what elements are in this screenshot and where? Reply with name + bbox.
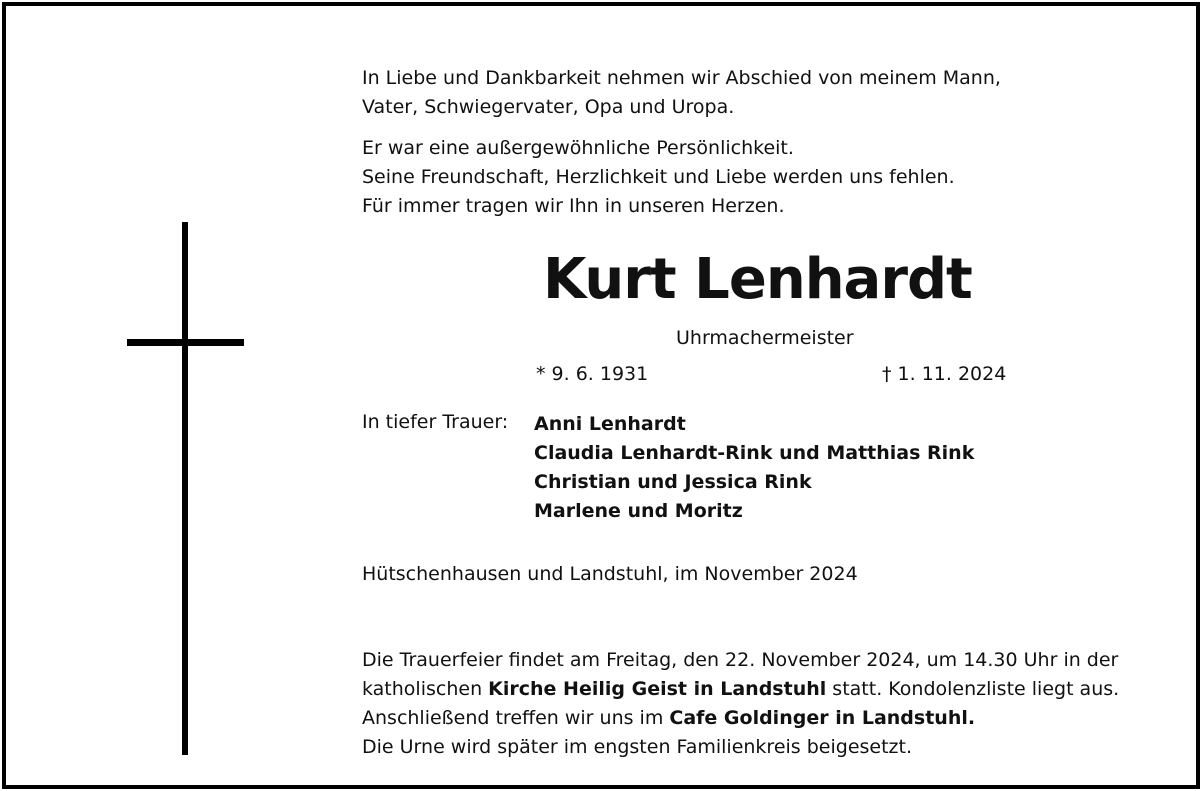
cafe-location: Cafe Goldinger in Landstuhl. <box>669 707 976 729</box>
service-line-4: Die Urne wird später im engsten Familienkreis beigesetzt. <box>362 736 913 758</box>
tribute-line-1: Er war eine außergewöhnliche Persönlichkeit. <box>362 137 794 159</box>
deceased-name: Kurt Lenhardt <box>543 247 972 312</box>
service-line-2-post: statt. Kondolenzliste liegt aus. <box>826 678 1120 700</box>
service-line-3-pre: Anschließend treffen wir uns im <box>362 707 670 729</box>
service-line-3 <box>362 704 1119 733</box>
mourner-name: Marlene und Moritz <box>534 500 743 522</box>
tribute-line-3: Für immer tragen wir Ihn in unseren Herzen. <box>362 195 785 217</box>
church-location: Kirche Heilig Geist in Landstuhl <box>488 678 827 700</box>
death-date: † 1. 11. 2024 <box>882 363 1007 385</box>
service-line-1: Die Trauerfeier findet am Freitag, den 22. November 2024, um 14.30 Uhr in der <box>362 649 1119 671</box>
tribute-line-2: Seine Freundschaft, Herzlichkeit und Liebe werden uns fehlen. <box>362 166 955 188</box>
intro-text <box>362 64 1001 122</box>
service-line-2-pre: katholischen <box>362 678 489 700</box>
mourners-list <box>534 410 974 526</box>
tribute-text <box>362 134 955 221</box>
intro-line-1: In Liebe und Dankbarkeit nehmen wir Abschied von meinem Mann, <box>362 67 1001 89</box>
intro-line-2: Vater, Schwiegervater, Opa und Uropa. <box>362 96 735 118</box>
service-info <box>362 646 1119 762</box>
deceased-profession: Uhrmachermeister <box>676 327 854 349</box>
mourner-name: Anni Lenhardt <box>534 413 686 435</box>
mourner-name: Claudia Lenhardt-Rink und Matthias Rink <box>534 442 975 464</box>
mourning-label: In tiefer Trauer: <box>362 411 509 433</box>
cross-icon <box>182 222 188 755</box>
mourner-name: Christian und Jessica Rink <box>534 471 812 493</box>
place-date: Hütschenhausen und Landstuhl, im November 2024 <box>362 563 858 585</box>
service-line-2 <box>362 675 1119 704</box>
birth-date: * 9. 6. 1931 <box>536 363 649 385</box>
cross-icon-bar <box>127 339 244 346</box>
